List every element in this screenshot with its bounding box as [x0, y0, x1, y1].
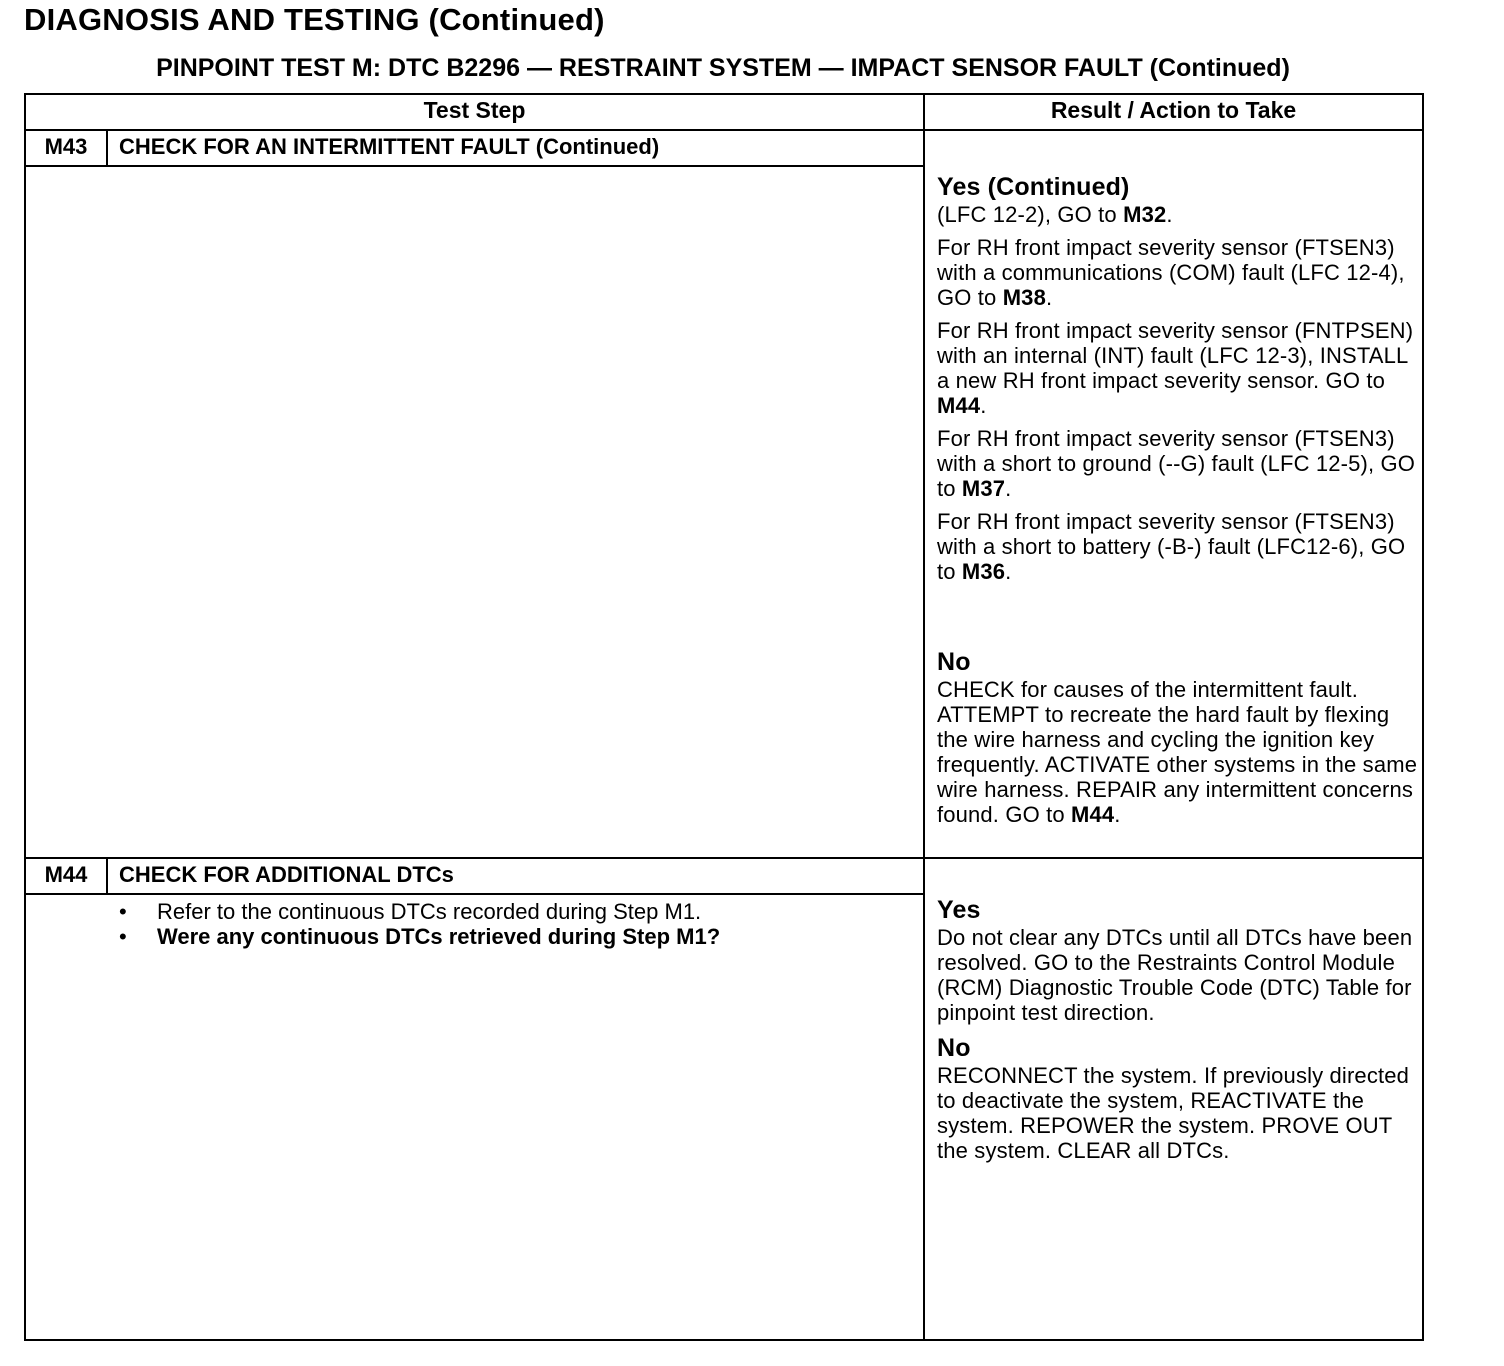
m43-id-divider — [106, 129, 108, 166]
pinpoint-test-title: PINPOINT TEST M: DTC B2296 — RESTRAINT SYSTEM — IMPACT SENSOR FAULT (Continued) — [156, 54, 1290, 82]
header-divider — [24, 129, 1424, 131]
step-id-m43: M43 — [44, 134, 88, 159]
section-title: DIAGNOSIS AND TESTING (Continued) — [24, 2, 605, 37]
result-yes-heading: Yes — [937, 896, 981, 924]
result-m43-no — [937, 647, 1423, 835]
column-divider — [923, 93, 925, 1341]
step-id-m44: M44 — [44, 862, 88, 887]
result-no-heading: No — [937, 1034, 971, 1062]
step-title-m43: CHECK FOR AN INTERMITTENT FAULT (Continued) — [119, 134, 660, 159]
result-no-text: CHECK for causes of the intermittent fault. ATTEMPT to recreate the hard fault by flexing the wire harness and cycling the ignition key frequently. ACTIVATE other systems in the same wire harness. REPAIR any intermittent concerns found. GO to M44. — [937, 677, 1418, 827]
result-m44 — [937, 895, 1423, 1171]
column-header-result: Result / Action to Take — [1050, 97, 1297, 123]
result-no-text: RECONNECT the system. If previously directed to deactivate the system, REACTIVATE the system. REPOWER the system. PROVE OUT the system. CLEAR all DTCs. — [937, 1063, 1410, 1163]
result-no-heading: No — [937, 648, 971, 676]
m43-title-divider — [24, 165, 924, 167]
result-m43 — [937, 172, 1423, 592]
instruction-question: • Were any continuous DTCs retrieved during Step M1? — [113, 924, 720, 949]
m44-title-divider — [24, 893, 924, 895]
result-yes-text: Do not clear any DTCs until all DTCs have been resolved. GO to the Restraints Control Module (RCM) Diagnostic Trouble Code (DTC) Table for pinpoint test direction. — [937, 925, 1413, 1025]
result-yes-item: For RH front impact severity sensor (FTSEN3) with a communications (COM) fault (LFC 12-4), GO to M38. — [937, 235, 1405, 310]
result-yes-item: For RH front impact severity sensor (FNTPSEN) with an internal (INT) fault (LFC 12-3), INSTALL a new RH front impact severity sensor. GO to M44. — [937, 318, 1414, 418]
result-yes-item: (LFC 12-2), GO to M32. — [937, 202, 1173, 227]
column-header-test-step: Test Step — [423, 97, 526, 123]
instruction-item: • Refer to the continuous DTCs recorded during Step M1. — [113, 899, 720, 924]
result-yes-item: For RH front impact severity sensor (FTSEN3) with a short to battery (-B-) fault (LFC12-6), GO to M36. — [937, 509, 1406, 584]
m44-id-divider — [106, 857, 108, 894]
m44-instructions — [113, 899, 720, 949]
result-yes-heading: Yes (Continued) — [937, 173, 1130, 201]
result-yes-item: For RH front impact severity sensor (FTSEN3) with a short to ground (--G) fault (LFC 12-5), GO to M37. — [937, 426, 1416, 501]
step-title-m44: CHECK FOR ADDITIONAL DTCs — [119, 862, 454, 887]
step-divider — [24, 857, 1424, 859]
